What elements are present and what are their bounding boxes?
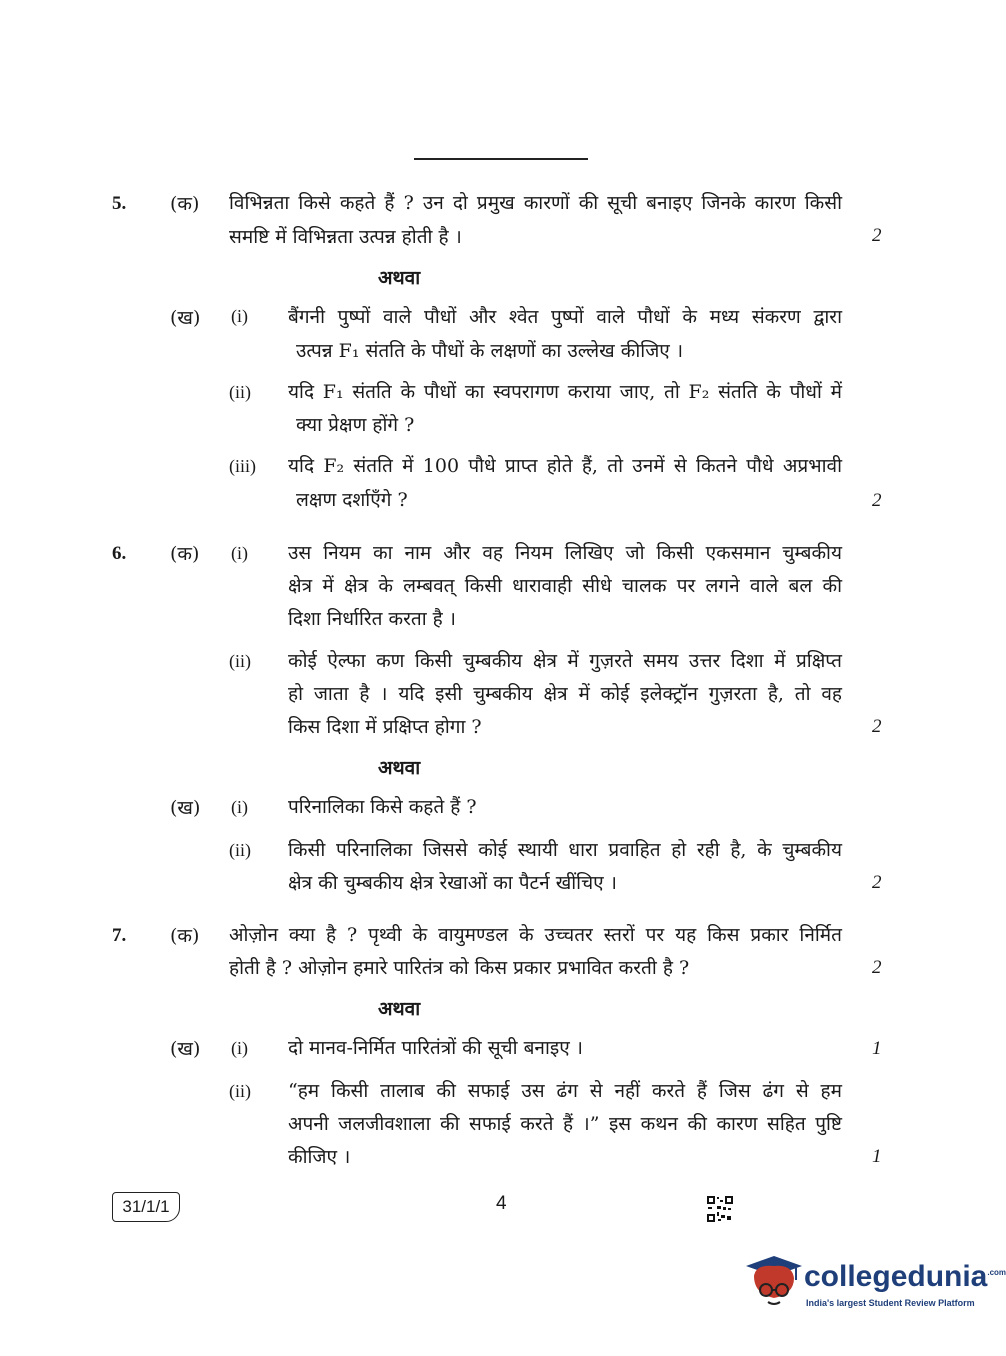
q5-a-line1: विभिन्नता किसे कहते हैं ? उन दो प्रमुख कारणों की सूची बनाइए जिनके कारण किसी [229,192,842,214]
q5-or: अथवा [378,267,421,289]
brand-tagline: India's largest Student Review Platform [806,1298,975,1308]
q7-a-line2: होती है ? ओज़ोन हमारे पारितंत्र को किस प्रकार प्रभावित करती है ? [229,957,690,979]
q6-a-ii-line3: किस दिशा में प्रक्षिप्त होगा ? [288,716,482,738]
q5-b-i-line1: बैंगनी पुष्पों वाले पौधों और श्वेत पुष्पों वाले पौधों के मध्य संकरण द्वारा [288,306,842,328]
brand-name: collegedunia$^{.com}$ [804,1260,1006,1293]
q7-b-ii-line2: अपनी जलजीवशाला की सफाई करते हैं ।” इस कथन की कारण सहित पुष्टि [288,1113,842,1135]
q7-b-ii-line3: कीजिए । [288,1146,351,1168]
q6-or: अथवा [378,757,421,779]
q5-b-marks: 2 [872,490,882,511]
q6-part-b-label: (ख) [170,797,201,819]
page-number: 4 [496,1193,507,1214]
q7-part-a-label: (क) [170,925,200,947]
q5-b-iii-label: (iii) [229,456,256,476]
q6-a-ii-line1: कोई ऐल्फा कण किसी चुम्बकीय क्षेत्र में गुज़रते समय उत्तर दिशा में प्रक्षिप्त [288,650,842,672]
q6-a-i-label: (i) [231,543,248,563]
q6-b-marks: 2 [872,872,882,893]
q5-b-i-line2: उत्पन्न F₁ संतति के पौधों के लक्षणों का उल्लेख कीजिए । [296,340,684,362]
q6-a-i-line1: उस नियम का नाम और वह नियम लिखिए जो किसी एकसमान चुम्बकीय [288,542,842,564]
q5-b-ii-label: (ii) [229,382,251,402]
q6-a-ii-label: (ii) [229,651,251,671]
q5-a-line2: समष्टि में विभिन्नता उत्पन्न होती है । [229,226,462,248]
q7-part-b-label: (ख) [170,1038,201,1060]
q7-b-ii-marks: 1 [872,1146,882,1167]
q6-b-i-label: (i) [231,797,248,817]
q6-a-marks: 2 [872,716,882,737]
q6-part-a-label: (क) [170,543,200,565]
question-number-5: 5. [112,193,127,214]
q6-a-ii-line2: हो जाता है । यदि इसी चुम्बकीय क्षेत्र में कोई इलेक्ट्रॉन गुज़रता है, तो वह [288,683,842,705]
q6-b-ii-label: (ii) [229,840,251,860]
q5-b-ii-line1: यदि F₁ संतति के पौधों का स्वपरागण कराया जाए, तो F₂ संतति के पौधों में [288,381,842,403]
top-rule [414,158,588,160]
q6-b-i-line1: परिनालिका किसे कहते हैं ? [288,796,477,818]
collegedunia-mascot-logo [744,1250,804,1310]
q7-a-line1: ओज़ोन क्या है ? पृथ्वी के वायुमण्डल के उच्चतर स्तरों पर यह किस प्रकार निर्मित [229,924,842,946]
question-number-7: 7. [112,925,127,946]
qr-code-icon [707,1196,733,1222]
q7-a-marks: 2 [872,957,882,978]
q5-part-a-label: (क) [170,193,200,215]
question-number-6: 6. [112,543,127,564]
q7-b-ii-label: (ii) [229,1081,251,1101]
q5-b-i-label: (i) [231,306,248,326]
q6-a-i-line3: दिशा निर्धारित करता है । [288,608,457,630]
q5-a-marks: 2 [872,225,882,246]
q5-part-b-label: (ख) [170,307,201,329]
paper-code-badge: 31/1/1 [112,1192,180,1222]
q5-b-ii-line2: क्या प्रेक्षण होंगे ? [296,414,415,436]
q6-a-i-line2: क्षेत्र में क्षेत्र के लम्बवत् किसी धारावाही सीधे चालक पर लगने वाले बल की [288,575,842,597]
q5-b-iii-line1: यदि F₂ संतति में 100 पौधे प्राप्त होते हैं, तो उनमें से कितने पौधे अप्रभावी [288,455,842,477]
q7-b-i-marks: 1 [872,1038,882,1059]
q7-b-ii-line1: “हम किसी तालाब की सफाई उस ढंग से नहीं करते हैं जिस ढंग से हम [288,1080,842,1102]
q5-b-iii-line2: लक्षण दर्शाएँगे ? [296,489,408,511]
q7-or: अथवा [378,998,421,1020]
q6-b-ii-line1: किसी परिनालिका जिससे कोई स्थायी धारा प्रवाहित हो रही है, के चुम्बकीय [288,839,842,861]
q6-b-ii-line2: क्षेत्र की चुम्बकीय क्षेत्र रेखाओं का पैटर्न खींचिए । [288,872,617,894]
q7-b-i-line1: दो मानव-निर्मित पारितंत्रों की सूची बनाइए । [288,1037,583,1059]
q7-b-i-label: (i) [231,1038,248,1058]
